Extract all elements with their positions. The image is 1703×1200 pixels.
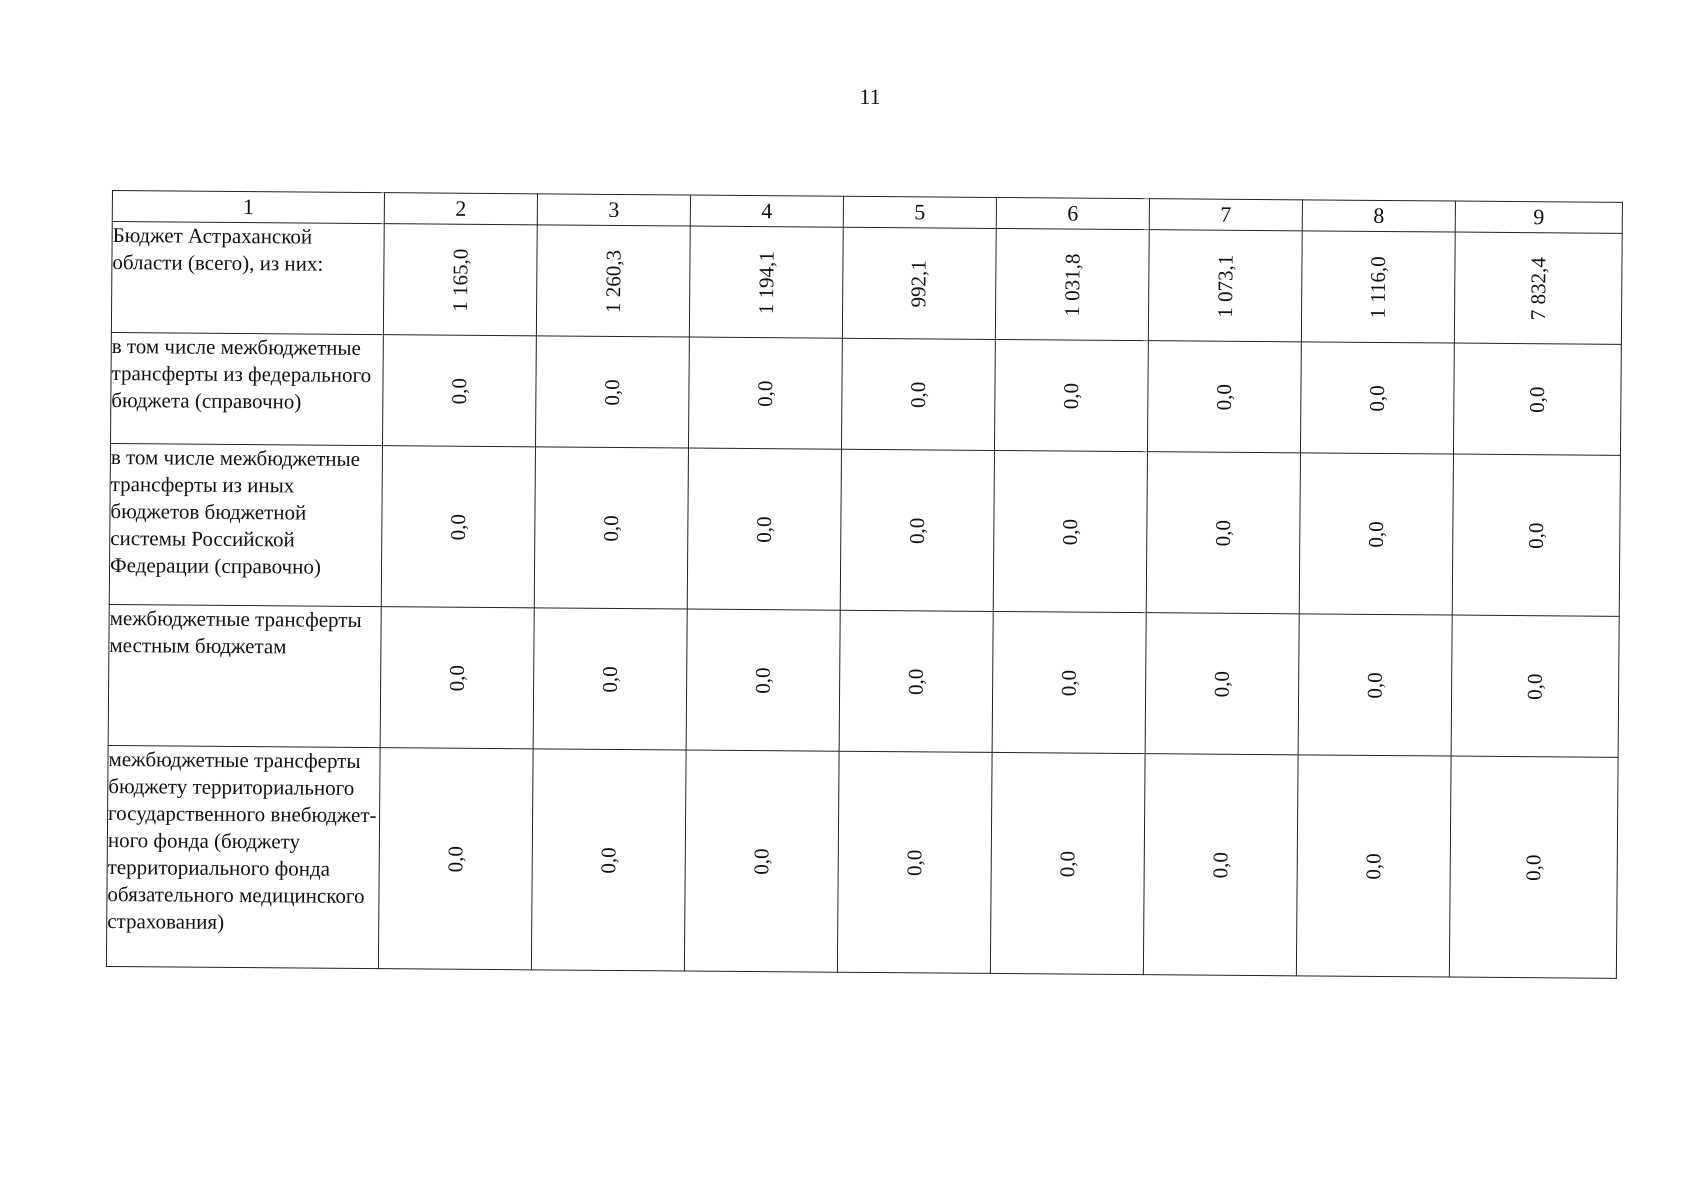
table-cell: 0,0 xyxy=(533,608,687,750)
table-cell: 0,0 xyxy=(840,449,994,611)
table-cell: 7 832,4 xyxy=(1454,232,1622,344)
row-label: в том числе межбюджетные трансферты из иных бюджетов бюджетной системы Российской Федерации (справочно) xyxy=(109,443,382,606)
column-header-2: 2 xyxy=(384,193,537,225)
table-cell: 1 194,1 xyxy=(689,226,843,338)
table-cell: 0,0 xyxy=(380,607,534,749)
table-cell: 0,0 xyxy=(535,336,689,448)
table-cell: 1 260,3 xyxy=(536,225,690,337)
table-cell: 0,0 xyxy=(1300,342,1454,454)
table-cell: 0,0 xyxy=(992,611,1146,753)
table-cell: 0,0 xyxy=(381,446,535,608)
column-header-7: 7 xyxy=(1149,199,1302,231)
column-header-9: 9 xyxy=(1455,201,1622,233)
table-cell: 0,0 xyxy=(688,337,842,449)
table-cell: 0,0 xyxy=(990,752,1145,974)
table-row xyxy=(106,745,1618,978)
table-cell: 0,0 xyxy=(1146,452,1300,614)
table-cell: 0,0 xyxy=(684,750,839,972)
table-cell: 0,0 xyxy=(1298,614,1452,756)
table-cell: 0,0 xyxy=(1452,454,1620,616)
column-header-8: 8 xyxy=(1302,200,1455,232)
column-header-5: 5 xyxy=(843,196,996,228)
table-cell: 0,0 xyxy=(839,610,993,752)
budget-table-container xyxy=(106,190,1623,979)
table-cell: 0,0 xyxy=(1449,756,1618,978)
row-label: межбюджетные трансферты бюджету территориального государственного внебюджетного фонда (бюджету территориального фонда обязательного медицинского страхования) xyxy=(106,745,380,968)
budget-table xyxy=(106,190,1623,979)
table-cell: 0,0 xyxy=(534,447,688,609)
table-cell: 0,0 xyxy=(383,335,537,447)
table-row xyxy=(111,222,1622,345)
table-row xyxy=(111,332,1622,455)
table-cell: 0,0 xyxy=(687,448,841,610)
table-cell: 0,0 xyxy=(1451,615,1619,757)
table-cell: 0,0 xyxy=(1143,754,1298,976)
table-cell: 0,0 xyxy=(994,339,1148,451)
row-label: в том числе межбюджетные трансферты из федерального бюджета (справочно) xyxy=(111,332,384,445)
table-cell: 992,1 xyxy=(842,227,996,339)
table-cell: 0,0 xyxy=(841,338,995,450)
table-cell: 1 165,0 xyxy=(383,224,537,336)
row-label: межбюджетные трансферты местным бюджетам xyxy=(108,604,381,747)
column-header-3: 3 xyxy=(537,194,690,226)
column-header-4: 4 xyxy=(690,195,843,227)
table-cell: 1 031,8 xyxy=(995,228,1149,340)
table-row xyxy=(109,443,1620,616)
table-cell: 0,0 xyxy=(1147,341,1301,453)
table-cell: 0,0 xyxy=(531,749,686,971)
table-cell: 0,0 xyxy=(993,450,1147,612)
table-cell: 0,0 xyxy=(1145,613,1299,755)
table-cell: 0,0 xyxy=(686,609,840,751)
column-header-1: 1 xyxy=(112,191,384,224)
table-cell: 0,0 xyxy=(1453,343,1621,455)
row-label: Бюджет Астраханской области (всего), из них: xyxy=(111,222,384,335)
page-number: 11 xyxy=(859,84,881,109)
table-cell: 0,0 xyxy=(1296,755,1451,977)
table-cell: 1 073,1 xyxy=(1148,230,1302,342)
table-cell: 0,0 xyxy=(378,748,533,970)
table-cell: 0,0 xyxy=(837,751,992,973)
column-header-6: 6 xyxy=(996,197,1149,229)
table-row xyxy=(108,604,1619,757)
table-cell: 0,0 xyxy=(1299,453,1453,615)
table-cell: 1 116,0 xyxy=(1301,231,1455,343)
